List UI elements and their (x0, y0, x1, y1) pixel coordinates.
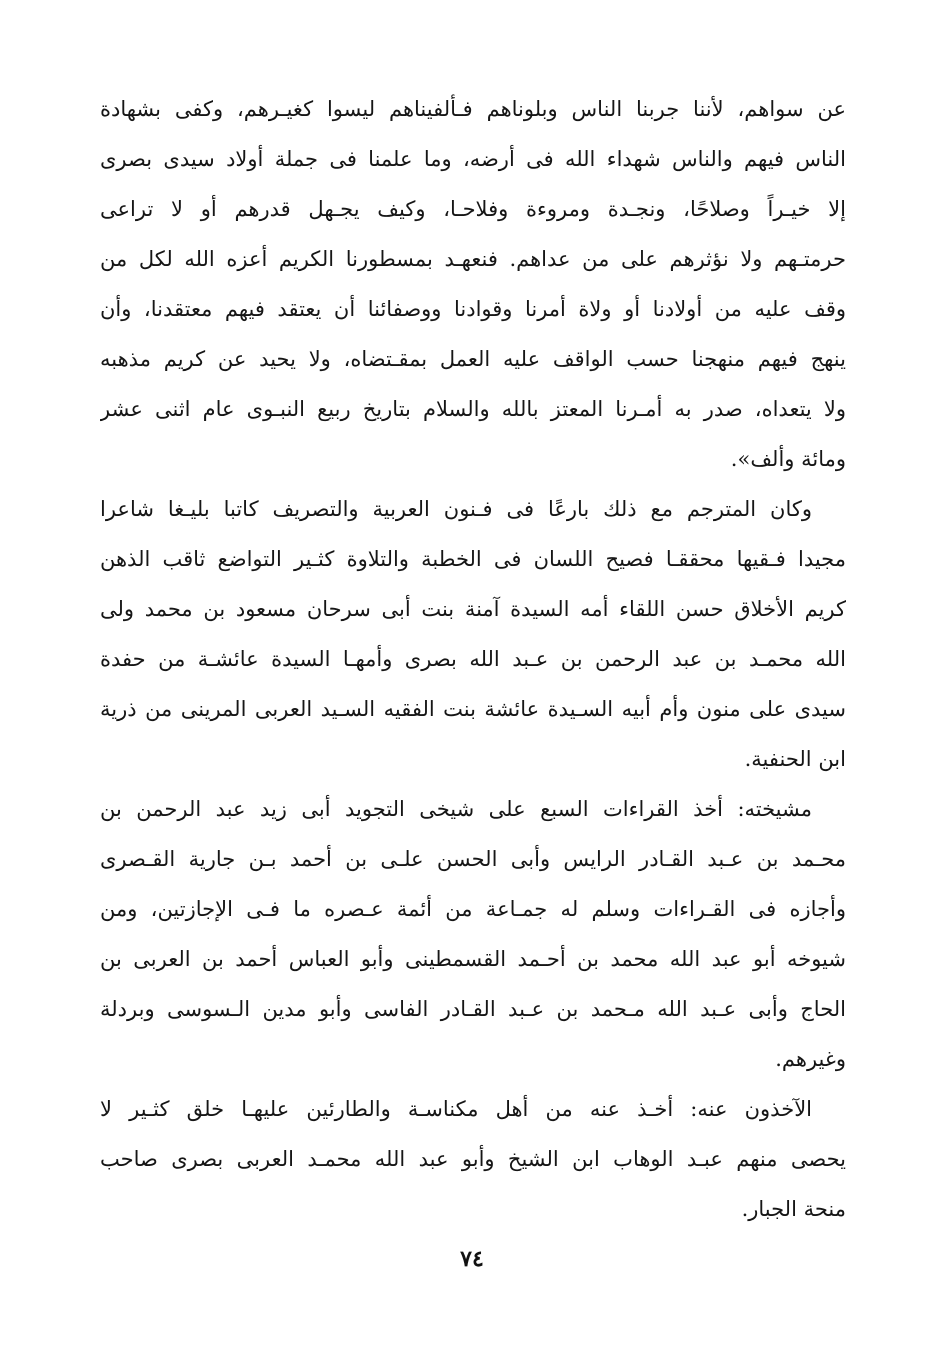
text-line: ابن الحنفية. (744, 747, 846, 771)
text-line: عن سواهم، لأننا جربنا الناس وبلوناهم فـألفيناهم ليسوا كغيـرهم، وكفى بشهادة (100, 97, 846, 121)
text-line: ينهج فيهم منهجنا حسب الواقف عليه العمل بمقـتضاه، ولا يحيد عن كريم مذهبه (100, 347, 846, 371)
paragraph-3 (100, 784, 846, 1084)
text-line: الحاج وأبى عـبد الله مـحمد بن عـبد القـادر الفاسى وأبو مدين الـسوسى وبردلة (100, 997, 846, 1021)
paragraph-biography (100, 484, 846, 784)
text-line: ولا يتعداه، صدر به أمـرنا المعتز بالله والسلام بتاريخ ربيع النبـوى عام اثنى عشر (100, 397, 846, 421)
paragraph-2 (100, 484, 846, 784)
text-line: شيوخه أبو عبد الله محمد بن أحـمد القسمطينى وأبو العباس أحمد بن العربى بن (100, 947, 846, 971)
text-line: سيدى على منون وأم أبيه السـيدة عائشة بنت الفقيه السـيد العربى المرينى من ذرية (100, 697, 846, 721)
paragraph-teachers (100, 784, 846, 1084)
text-line: الناس فيهم والناس شهداء الله فى أرضه، وما علمنا فى جملة أولاد سيدى بصرى (100, 147, 846, 171)
text-line: محـمد بن عـبد القـادر الرايس وأبى الحسن علـى بن أحمد بـن جارية القـصرى (100, 847, 846, 871)
text-line: وأجازه فى القـراءات وسلم له جمـاعة من أئمة عـصره ما فـى الإجازتين، ومن (100, 897, 846, 921)
text-line: الآخذون عنه: أخـذ عنه من أهل مكناسـة والطارئين عليهـا خلق كثـير لا (100, 1097, 812, 1121)
paragraph-4 (100, 1084, 846, 1234)
text-line: منحة الجبار. (741, 1197, 846, 1221)
text-line: مشيخته: أخذ القراءات السبع على شيخى التجويد أبى زيد عبد الرحمن بن (100, 797, 812, 821)
paragraph-students (100, 1084, 846, 1234)
text-line: كريم الأخلاق حسن اللقاء أمه السيدة آمنة بنت أبى سرحان مسعود بن محمد ولى (100, 597, 846, 621)
text-line: إلا خيـراً وصلاحًا، ونجـدة ومروءة وفلاحـا، وكيف يجـهل قدرهم أو لا تراعى (100, 197, 846, 221)
page-number: ٧٤ (460, 1246, 484, 1272)
text-line: وقف عليه من أولادنا أو ولاة أمرنا وقوادنا ووصفائنا أن يعتقد فيهم معتقدنا، وأن (100, 297, 846, 321)
text-line: الله محمـد بن عبد الرحمن بن عـبد الله بصرى وأمهـا السيدة عائشـة من حفدة (100, 647, 846, 671)
text-line: حرمتـهم ولا نؤثرهم على من عداهم. فنعهـد بمسطورنا الكريم أعزه الله لكل من (100, 247, 846, 271)
text-line: وكان المترجم مع ذلك بارعًا فى فـنون العربية والتصريف كاتبا بليـغا شاعرا (100, 497, 812, 521)
text-line: مجيدا فـقيها محققـا فصيح اللسان فى الخطبة والتلاوة كثـير التواضع ثاقب الذهن (100, 547, 846, 571)
text-line: يحصى منهم عبـد الوهاب ابن الشيخ وأبو عبد الله محمـد العربى بصرى صاحب (100, 1147, 846, 1171)
paragraph-1 (100, 84, 846, 484)
text-line: ومائة وألف». (730, 447, 846, 471)
paragraph-decree-continuation (100, 84, 846, 484)
text-line: وغيرهم. (775, 1047, 846, 1071)
